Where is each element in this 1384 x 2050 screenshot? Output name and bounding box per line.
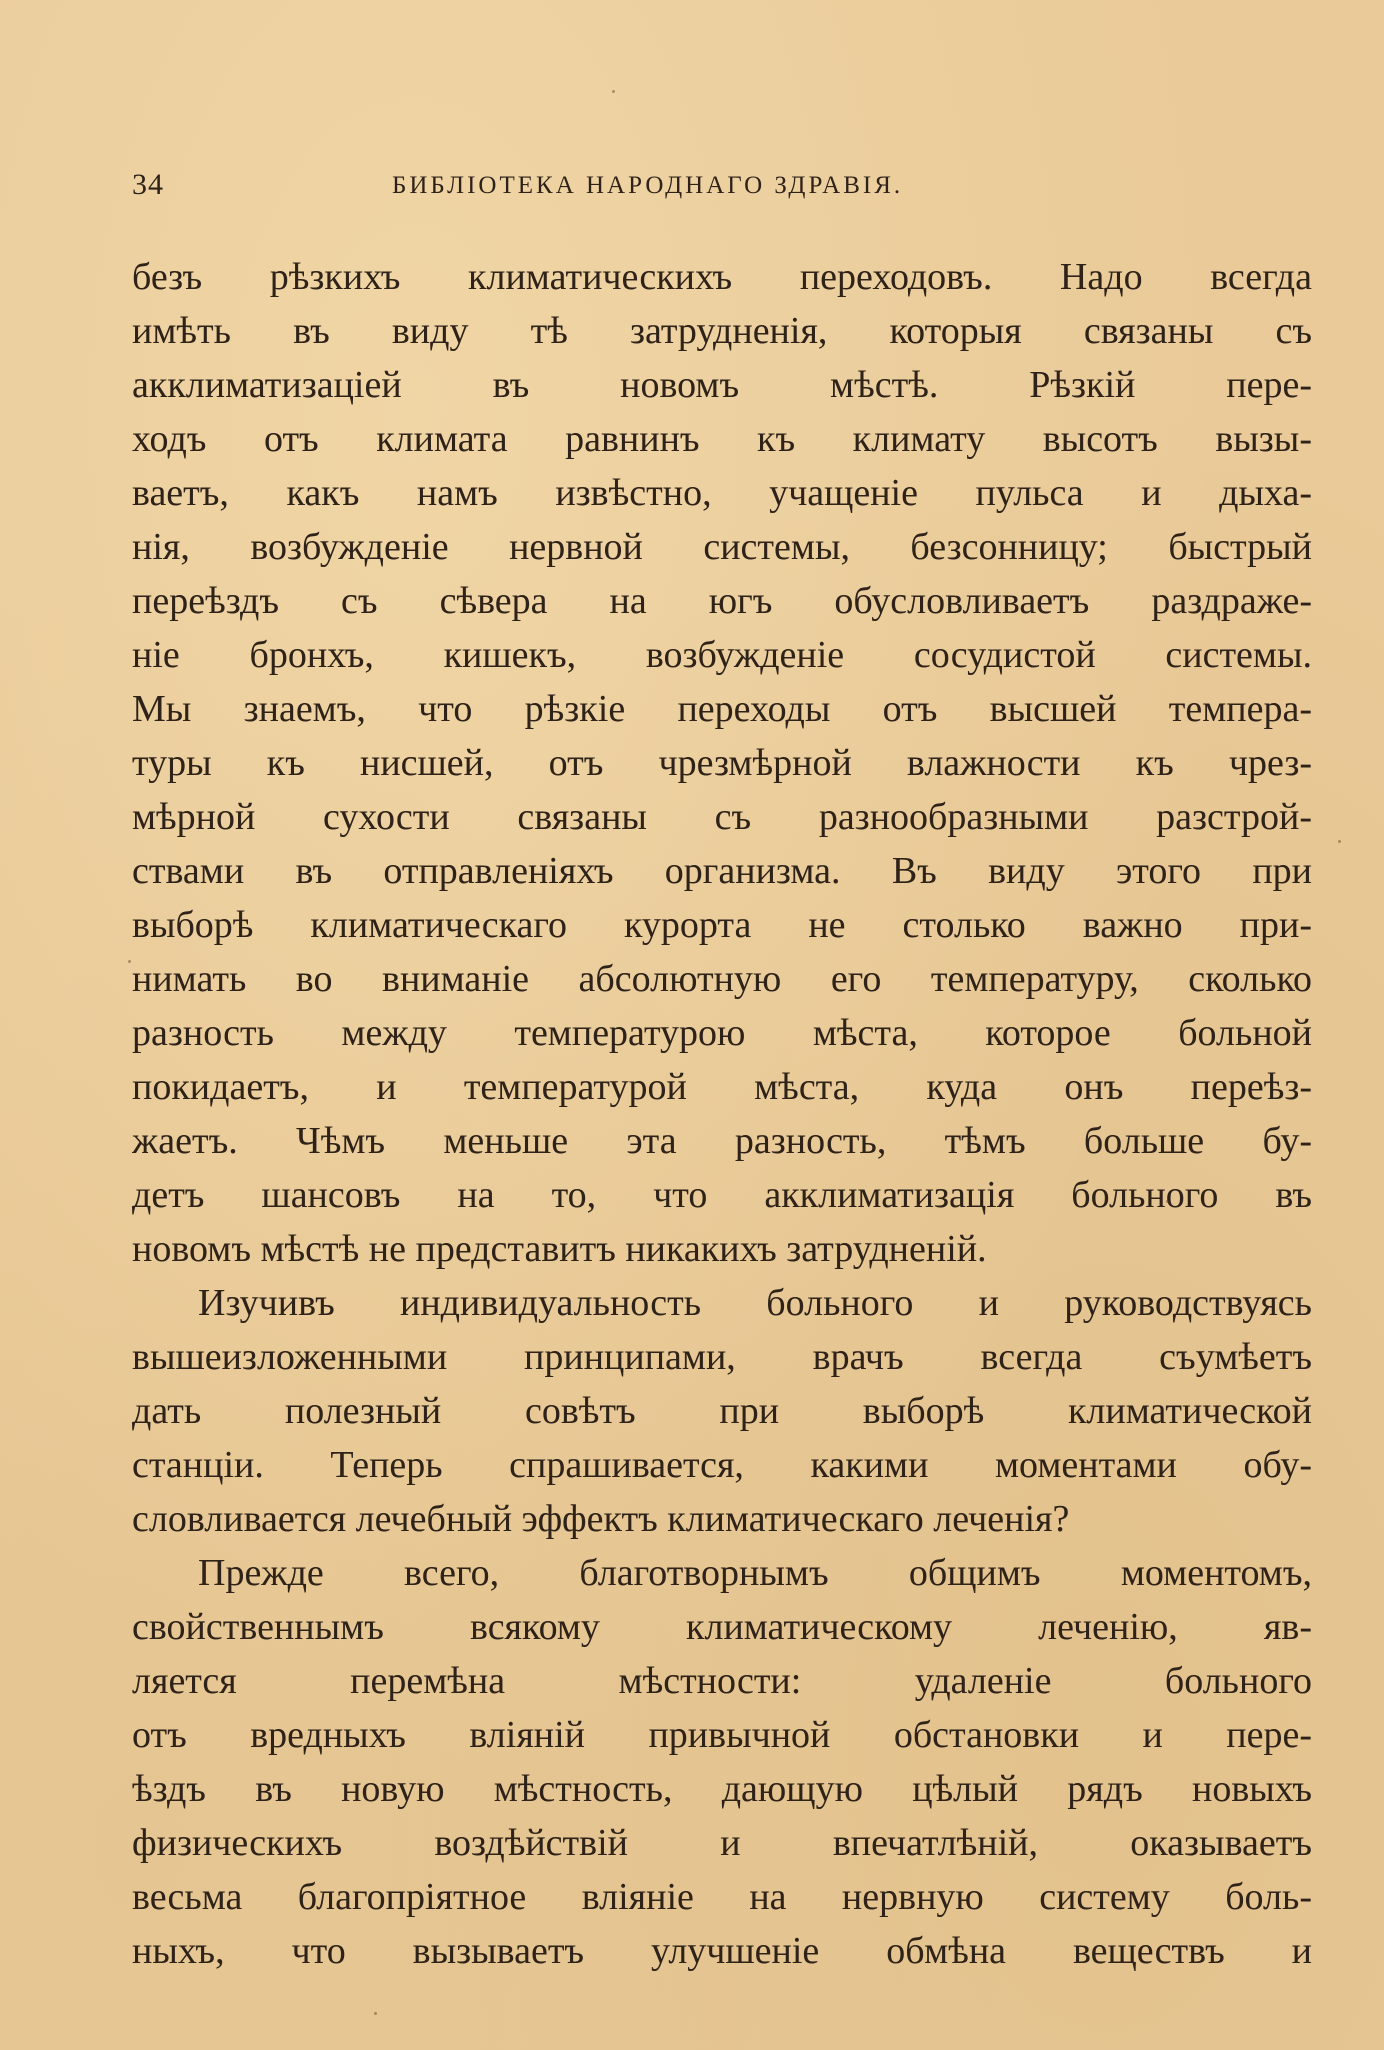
text-line: детъ шансовъ на то, что акклиматизація больного въ	[132, 1174, 1312, 1216]
text-line: свойственнымъ всякому климатическому леченію, яв-	[132, 1606, 1312, 1648]
text-line: Мы знаемъ, что рѣзкіе переходы отъ высшей темпера-	[132, 688, 1312, 730]
text-line: нія, возбужденіе нервной системы, безсонницу; быстрый	[132, 526, 1312, 568]
text-line: словливается лечебный эффектъ климатическаго леченія?	[132, 1498, 1070, 1540]
paper-speck	[374, 2012, 377, 2015]
text-line: Прежде всего, благотворнымъ общимъ моментомъ,	[198, 1552, 1312, 1594]
text-line: нимать во вниманіе абсолютную его температуру, сколько	[132, 958, 1312, 1000]
text-line: безъ рѣзкихъ климатическихъ переходовъ. Надо всегда	[132, 256, 1312, 298]
paper-speck	[612, 90, 615, 93]
text-line: ніе бронхъ, кишекъ, возбужденіе сосудистой системы.	[132, 634, 1312, 676]
text-line: станціи. Теперь спрашивается, какими моментами обу-	[132, 1444, 1312, 1486]
text-line: ваетъ, какъ намъ извѣстно, учащеніе пульса и дыха-	[132, 472, 1312, 514]
text-line: переѣздъ съ сѣвера на югъ обусловливаетъ раздраже-	[132, 580, 1312, 622]
text-line: Изучивъ индивидуальность больного и руководствуясь	[198, 1282, 1312, 1324]
paper-speck	[128, 960, 131, 963]
text-line: дать полезный совѣтъ при выборѣ климатической	[132, 1390, 1312, 1432]
text-line: новомъ мѣстѣ не представитъ никакихъ затрудненій.	[132, 1228, 987, 1270]
text-line: ныхъ, что вызываетъ улучшеніе обмѣна веществъ и	[132, 1930, 1312, 1972]
text-line: физическихъ воздѣйствій и впечатлѣній, оказываетъ	[132, 1822, 1312, 1864]
paper-speck	[1166, 1200, 1169, 1203]
text-line: мѣрной сухости связаны съ разнообразными разстрой-	[132, 796, 1312, 838]
text-line: выборѣ климатическаго курорта не столько важно при-	[132, 904, 1312, 946]
running-head	[132, 168, 1312, 208]
paper-speck	[1338, 840, 1341, 843]
text-line: вышеизложенными принципами, врачъ всегда съумѣетъ	[132, 1336, 1312, 1378]
body-text	[132, 250, 1312, 1978]
text-line: разность между температурою мѣста, которое больной	[132, 1012, 1312, 1054]
text-line: жаетъ. Чѣмъ меньше эта разность, тѣмъ больше бу-	[132, 1120, 1312, 1162]
text-line: покидаетъ, и температурой мѣста, куда онъ переѣз-	[132, 1066, 1312, 1108]
text-line: туры къ нисшей, отъ чрезмѣрной влажности къ чрез-	[132, 742, 1312, 784]
text-line: отъ вредныхъ вліяній привычной обстановки и пере-	[132, 1714, 1312, 1756]
running-title: БИБЛІОТЕКА НАРОДНАГО ЗДРАВІЯ.	[392, 172, 904, 199]
text-line: ѣздъ въ новую мѣстность, дающую цѣлый рядъ новыхъ	[132, 1768, 1312, 1810]
text-line: ляется перемѣна мѣстности: удаленіе больного	[132, 1660, 1312, 1702]
text-line: акклиматизаціей въ новомъ мѣстѣ. Рѣзкій пере-	[132, 364, 1312, 406]
page-number: 34	[132, 168, 164, 201]
text-line: ходъ отъ климата равнинъ къ климату высотъ вызы-	[132, 418, 1312, 460]
text-line: имѣть въ виду тѣ затрудненія, которыя связаны съ	[132, 310, 1312, 352]
text-line: ствами въ отправленіяхъ организма. Въ виду этого при	[132, 850, 1312, 892]
text-line: весьма благопріятное вліяніе на нервную систему боль-	[132, 1876, 1312, 1918]
